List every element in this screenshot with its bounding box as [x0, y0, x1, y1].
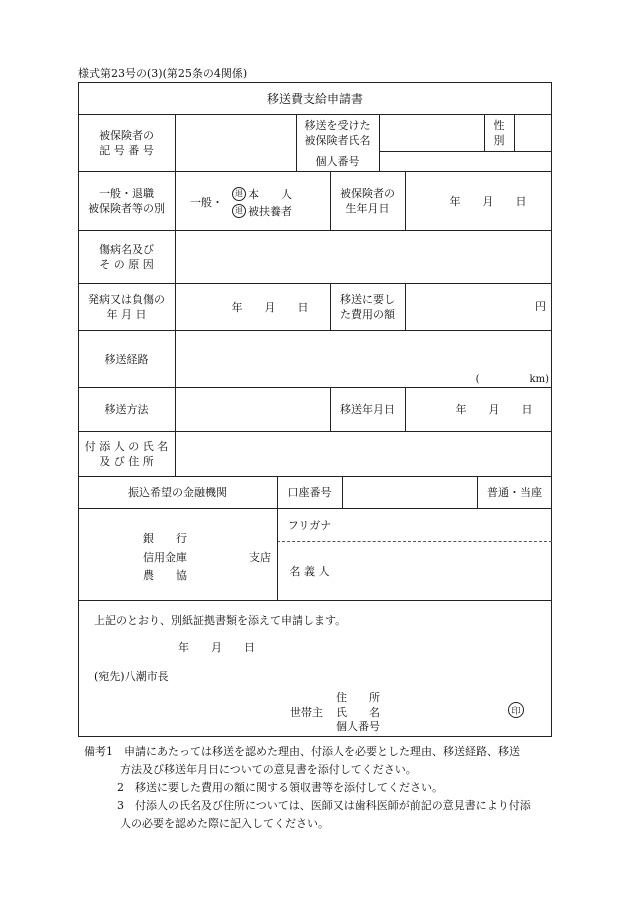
disease-field[interactable]	[176, 231, 551, 282]
householder-label: 世帯主	[290, 706, 323, 719]
dependent-option[interactable]	[232, 203, 292, 219]
declaration-text: 上記のとおり、別紙証拠書類を添えて申請します。	[94, 614, 347, 627]
sex-label: 性 別	[493, 118, 505, 147]
birth-date-label: 被保険者の 生年月日	[340, 186, 395, 215]
method-label: 移送方法	[104, 403, 149, 416]
disease-label: 傷病名及び そ の 原 因	[99, 242, 154, 271]
personal-number-label: 個人番号	[315, 155, 360, 168]
name-label: 氏 名	[336, 706, 380, 719]
onset-date-label: 発病又は負傷の 年 月 日	[88, 292, 165, 321]
patient-name-label: 移送を受けた 被保険者氏名	[304, 118, 371, 147]
note-2: 2 移送に要した費用の額に関する領収書等を添付してください。	[117, 781, 443, 794]
insured-number-label: 被保険者の 記 号 番 号	[99, 128, 154, 157]
addressee: (宛先)八潮市長	[94, 670, 169, 683]
dependent-label: 被扶養者	[248, 205, 292, 218]
attendant-field[interactable]	[176, 432, 551, 475]
retired-seal-icon: 退	[232, 187, 246, 201]
seal-icon: 印	[508, 702, 524, 718]
applicant-address-field[interactable]	[395, 688, 545, 702]
personal-number-field[interactable]	[380, 152, 551, 170]
insured-number-field[interactable]	[176, 115, 295, 170]
bank-institution-label: 振込希望の金融機関	[128, 486, 227, 499]
agri-coop-label: 農 協	[143, 569, 187, 582]
account-number-label: 口座番号	[287, 486, 332, 499]
self-option[interactable]	[232, 186, 292, 202]
applicant-name-field[interactable]	[395, 703, 500, 717]
bank-name-field[interactable]	[79, 509, 276, 599]
method-field[interactable]	[176, 388, 329, 430]
account-number-field[interactable]	[343, 477, 476, 507]
account-type-select[interactable]: 普通・当座	[487, 486, 542, 499]
furigana-label: フリガナ	[287, 518, 332, 532]
category-options[interactable]	[190, 186, 330, 222]
note-3-line-1: 3 付添人の氏名及び住所については、医師又は歯科医師が前記の意見書により付添	[117, 799, 531, 812]
note-1-line-2: 方法及び移送年月日についての意見書を添付してください。	[120, 763, 417, 776]
furigana-field[interactable]	[343, 509, 551, 540]
note-3-line-2: 人の必要を認めた際に記入してください。	[120, 817, 329, 830]
distance-km: ( km)	[475, 374, 549, 385]
applicant-personal-number-label: 個人番号	[336, 720, 380, 733]
form-number: 様式第23号の(3)(第25条の4関係)	[78, 67, 248, 80]
onset-date-field[interactable]: 年 月 日	[231, 300, 309, 314]
account-holder-field[interactable]	[343, 543, 551, 599]
account-holder-label: 名 義 人	[289, 564, 330, 578]
cost-label: 移送に要し た費用の額	[340, 292, 395, 321]
self-label: 本 人	[248, 188, 292, 201]
retired-seal-icon: 退	[232, 204, 246, 218]
attendant-label: 付 添 人 の 氏 名 及 び 住 所	[84, 439, 169, 468]
form-title: 移送費支給申請書	[266, 91, 363, 106]
transfer-date-field[interactable]: 年 月 日	[455, 403, 533, 416]
birth-date-field[interactable]: 年 月 日	[449, 194, 527, 208]
transfer-date-label: 移送年月日	[340, 403, 395, 416]
note-1-line-1: 備考1 申請にあたっては移送を認めた理由、付添人を必要とした理由、移送経路、移送	[84, 745, 520, 758]
applicant-personal-number-field[interactable]	[395, 717, 545, 731]
address-label: 住 所	[336, 691, 380, 704]
sex-field[interactable]	[515, 115, 551, 150]
yen-unit: 円	[535, 300, 546, 313]
route-field[interactable]	[176, 331, 551, 386]
application-date-field[interactable]: 年 月 日	[178, 641, 255, 654]
branch-label: 支店	[249, 551, 271, 564]
patient-name-field[interactable]	[380, 115, 483, 150]
bank-label: 銀 行	[143, 532, 187, 545]
route-label: 移送経路	[104, 352, 149, 366]
cost-field[interactable]	[406, 284, 551, 329]
ippan-option[interactable]: 一般・	[190, 196, 223, 209]
credit-union-label: 信用金庫	[143, 551, 187, 564]
category-label: 一般・退職 被保険者等の別	[88, 186, 165, 215]
